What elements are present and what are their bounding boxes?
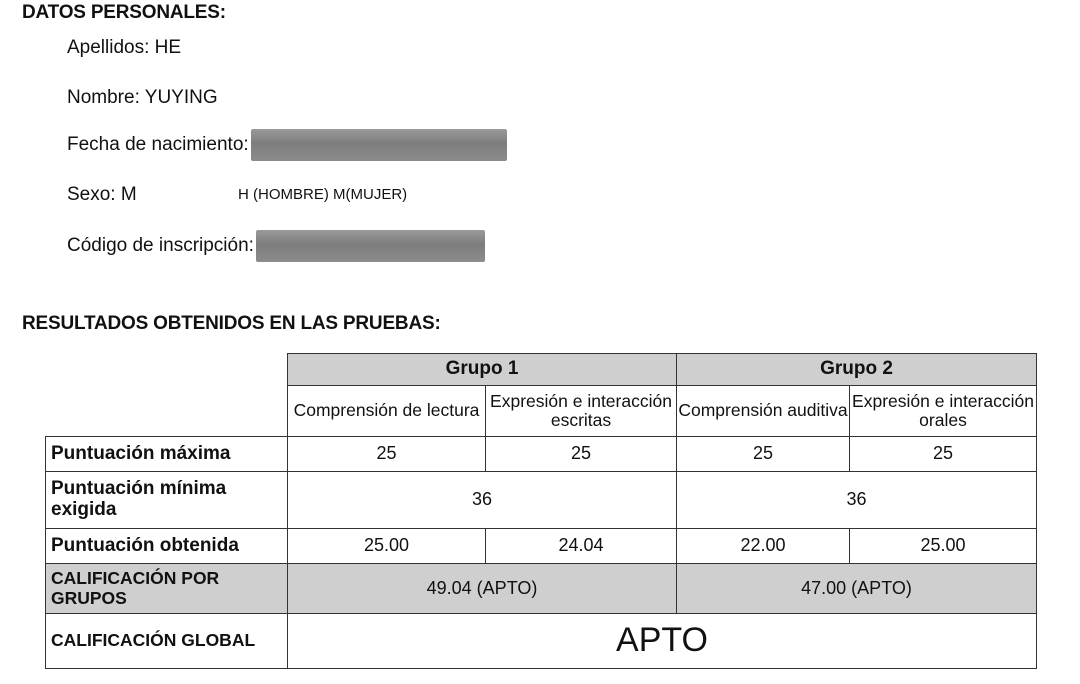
table-corner-2 bbox=[46, 386, 288, 437]
cell-minima-group-1: 36 bbox=[288, 472, 677, 529]
row-label-grupos: CALIFICACIÓN POR GRUPOS bbox=[46, 564, 288, 614]
cell-maxima-1: 25 bbox=[288, 437, 486, 472]
codigo-label: Código de inscripción: bbox=[67, 235, 254, 257]
row-label-obtenida: Puntuación obtenida bbox=[46, 529, 288, 564]
sexo-field: Sexo: M bbox=[67, 184, 137, 205]
results-table bbox=[45, 353, 1037, 669]
subject-expresion-escritas: Expresión e interacción escritas bbox=[486, 386, 677, 437]
redacted-code bbox=[256, 230, 485, 262]
cell-obtenida-3: 22.00 bbox=[677, 529, 850, 564]
cell-minima-group-2: 36 bbox=[677, 472, 1037, 529]
table-row bbox=[46, 564, 1037, 614]
cell-grupo-1-score: 49.04 (APTO) bbox=[288, 564, 677, 614]
fecha-field bbox=[67, 129, 507, 161]
results-heading: RESULTADOS OBTENIDOS EN LAS PRUEBAS: bbox=[22, 313, 441, 334]
cell-grupo-2-score: 47.00 (APTO) bbox=[677, 564, 1037, 614]
redacted-birthdate bbox=[251, 129, 507, 161]
table-corner bbox=[46, 354, 288, 386]
row-label-maxima: Puntuación máxima bbox=[46, 437, 288, 472]
row-label-global: CALIFICACIÓN GLOBAL bbox=[46, 614, 288, 669]
fecha-label: Fecha de nacimiento: bbox=[67, 134, 249, 156]
row-label-minima: Puntuación mínima exigida bbox=[46, 472, 288, 529]
codigo-field bbox=[67, 230, 485, 262]
table-row bbox=[46, 472, 1037, 529]
cell-obtenida-1: 25.00 bbox=[288, 529, 486, 564]
group-1-header: Grupo 1 bbox=[288, 354, 677, 386]
personal-data-heading: DATOS PERSONALES: bbox=[22, 2, 226, 23]
table-row bbox=[46, 437, 1037, 472]
cell-maxima-2: 25 bbox=[486, 437, 677, 472]
group-2-header: Grupo 2 bbox=[677, 354, 1037, 386]
subject-comprension-auditiva: Comprensión auditiva bbox=[677, 386, 850, 437]
sexo-legend: H (HOMBRE) M(MUJER) bbox=[238, 186, 408, 203]
cell-obtenida-4: 25.00 bbox=[850, 529, 1037, 564]
cell-maxima-3: 25 bbox=[677, 437, 850, 472]
nombre-field: Nombre: YUYING bbox=[67, 87, 218, 108]
subject-expresion-orales: Expresión e interacción orales bbox=[850, 386, 1037, 437]
table-row bbox=[46, 529, 1037, 564]
cell-global-result: APTO bbox=[288, 614, 1037, 669]
table-row bbox=[46, 614, 1037, 669]
cell-maxima-4: 25 bbox=[850, 437, 1037, 472]
subject-comprension-lectura: Comprensión de lectura bbox=[288, 386, 486, 437]
cell-obtenida-2: 24.04 bbox=[486, 529, 677, 564]
apellidos-field: Apellidos: HE bbox=[67, 37, 182, 58]
